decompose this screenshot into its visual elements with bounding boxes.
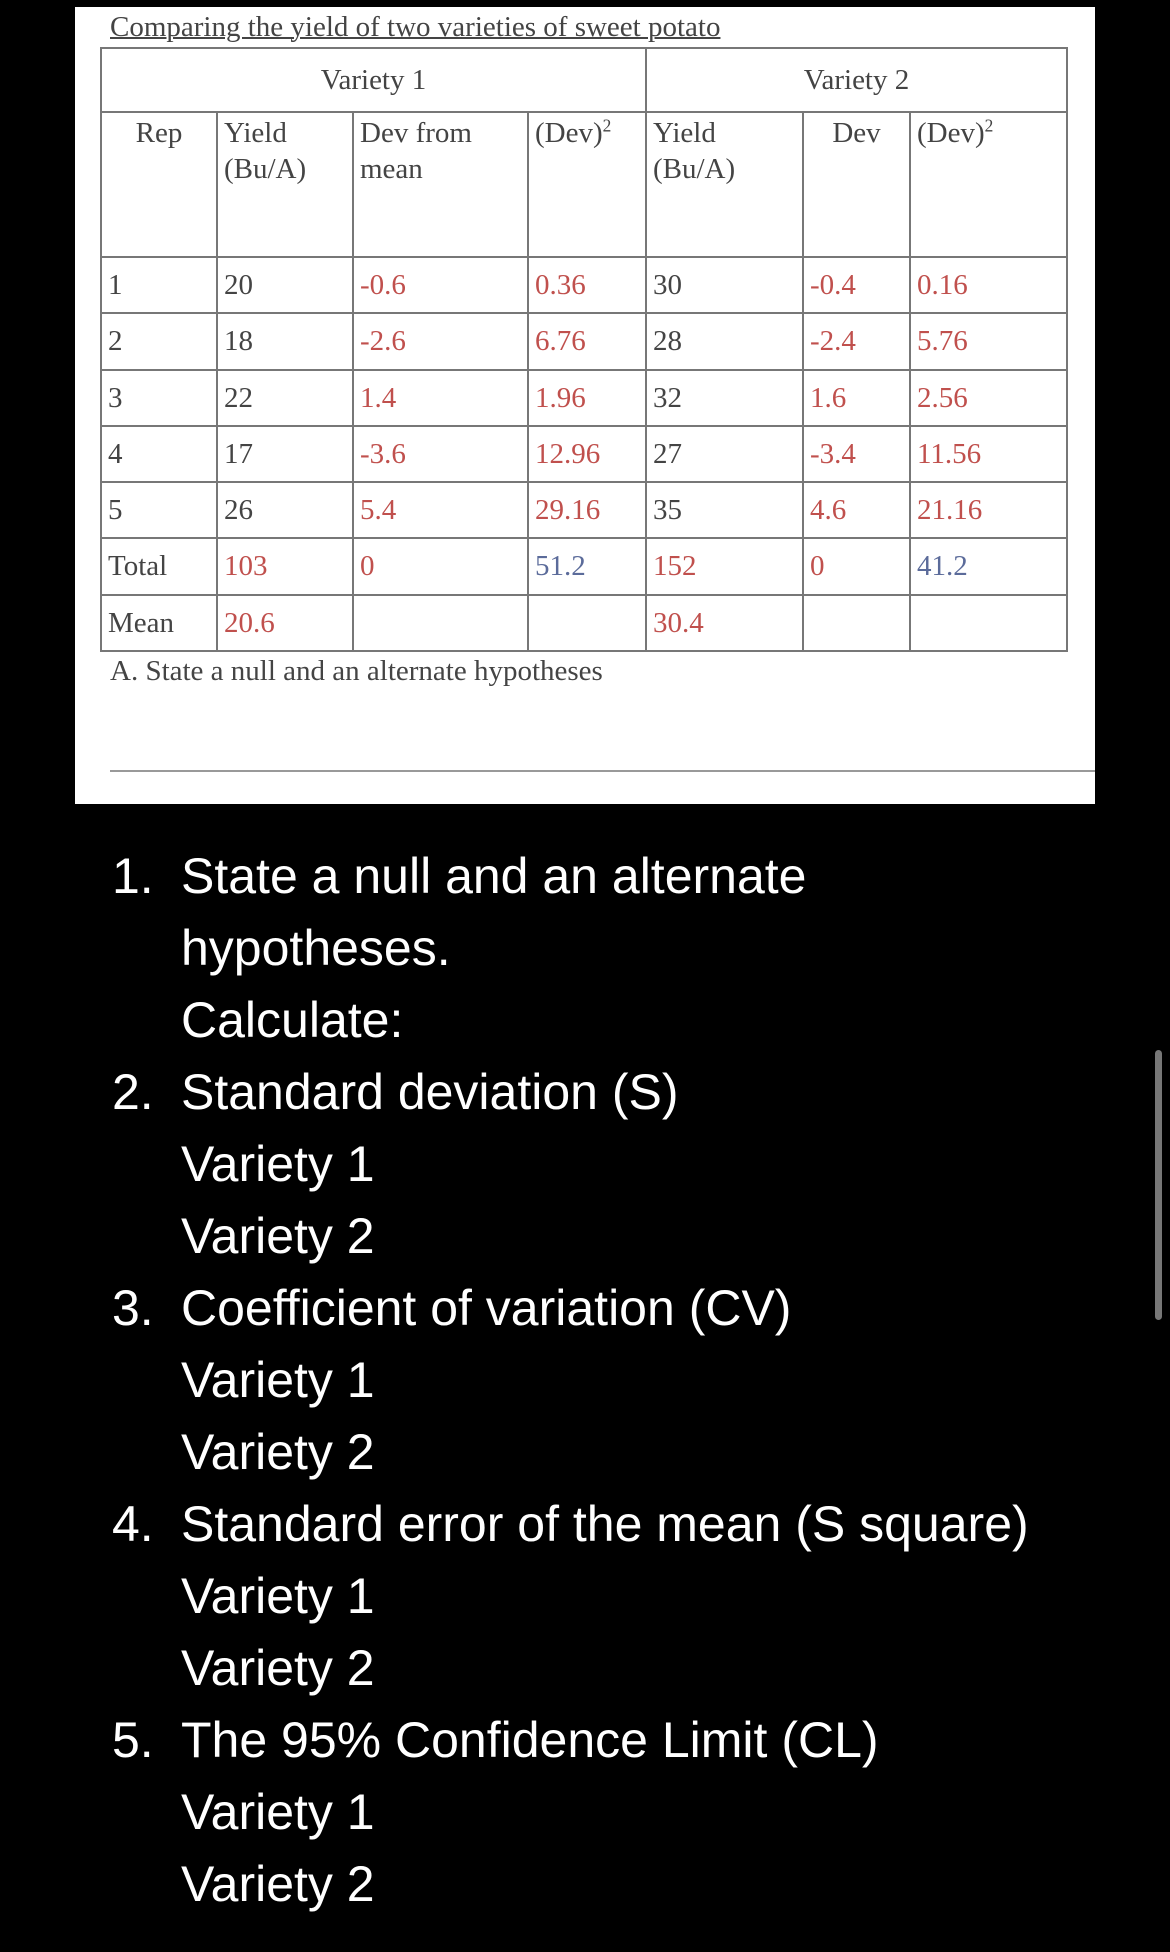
mean-empty-cell [528, 595, 646, 651]
cell-v2-dev-squared: 2.56 [910, 370, 1067, 426]
question-item [0, 840, 1150, 912]
header-v1-dev-squared: (Dev)$^2$ [528, 112, 646, 257]
cell-v2-dev-squared: 0.16 [910, 257, 1067, 313]
question-subline [0, 1200, 1150, 1272]
question-text: Variety 2 [181, 1424, 375, 1480]
table-row-total [101, 538, 1067, 594]
question-number: 1. [112, 848, 154, 904]
question-text: Coefficient of variation (CV) [181, 1280, 792, 1336]
question-subline [0, 1776, 1150, 1848]
total-v2-dev: 0 [803, 538, 910, 594]
question-subline [0, 984, 1150, 1056]
document-note: A. State a null and an alternate hypotheses [110, 655, 603, 687]
question-item [0, 1488, 1150, 1560]
cell-v2-dev: -3.4 [803, 426, 910, 482]
question-text: Variety 2 [181, 1856, 375, 1912]
question-subline [0, 1560, 1150, 1632]
cell-v2-dev-squared: 21.16 [910, 482, 1067, 538]
question-subline [0, 1128, 1150, 1200]
cell-v2-yield: 30 [646, 257, 803, 313]
table-row [101, 370, 1067, 426]
question-subline [0, 912, 1150, 984]
table-header-row [101, 112, 1067, 257]
question-subline [0, 1632, 1150, 1704]
header-v2-dev: Dev [803, 112, 910, 257]
header-v2-yield: Yield (Bu/A) [646, 112, 803, 257]
question-text: Variety 1 [181, 1352, 375, 1408]
total-v1-dev-squared: 51.2 [528, 538, 646, 594]
mean-empty-cell [353, 595, 528, 651]
question-subline [0, 1416, 1150, 1488]
cell-v2-dev-squared: 11.56 [910, 426, 1067, 482]
question-number: 2. [112, 1064, 154, 1120]
cell-rep: 1 [101, 257, 217, 313]
cell-rep: 2 [101, 313, 217, 369]
cell-v1-dev-squared: 29.16 [528, 482, 646, 538]
cell-rep: 4 [101, 426, 217, 482]
cell-v1-dev: -0.6 [353, 257, 528, 313]
cell-v1-dev: 5.4 [353, 482, 528, 538]
mean-empty-cell [803, 595, 910, 651]
question-text: Variety 2 [181, 1640, 375, 1696]
cell-v2-yield: 27 [646, 426, 803, 482]
cell-v2-dev: -0.4 [803, 257, 910, 313]
table-row [101, 426, 1067, 482]
cell-v1-dev-squared: 1.96 [528, 370, 646, 426]
cell-v2-yield: 35 [646, 482, 803, 538]
table-row-mean [101, 595, 1067, 651]
cell-v2-dev-squared: 5.76 [910, 313, 1067, 369]
variety-1-header: Variety 1 [101, 48, 646, 112]
variety-2-header: Variety 2 [646, 48, 1067, 112]
total-v1-dev: 0 [353, 538, 528, 594]
cell-v1-yield: 18 [217, 313, 353, 369]
question-text: hypotheses. [181, 920, 451, 976]
cell-rep: 3 [101, 370, 217, 426]
question-subline [0, 1848, 1150, 1920]
cell-v1-dev: 1.4 [353, 370, 528, 426]
question-item [0, 1272, 1150, 1344]
header-v2-dev-squared: (Dev)$^2$ [910, 112, 1067, 257]
cell-v2-yield: 32 [646, 370, 803, 426]
cell-v1-yield: 22 [217, 370, 353, 426]
cell-v1-dev-squared: 12.96 [528, 426, 646, 482]
question-text: Calculate: [181, 992, 404, 1048]
question-item [0, 1704, 1150, 1776]
total-v2-dev-squared: 41.2 [910, 538, 1067, 594]
cell-v1-dev: -2.6 [353, 313, 528, 369]
total-v2-yield: 152 [646, 538, 803, 594]
table-title: Comparing the yield of two varieties of sweet potato [110, 11, 721, 43]
table-row [101, 313, 1067, 369]
question-text: State a null and an alternate [181, 848, 807, 904]
header-v1-yield: Yield (Bu/A) [217, 112, 353, 257]
table-row [101, 257, 1067, 313]
cell-v1-dev-squared: 6.76 [528, 313, 646, 369]
question-text: The 95% Confidence Limit (CL) [181, 1712, 879, 1768]
question-number: 4. [112, 1496, 154, 1552]
yield-table [100, 47, 1068, 652]
question-text: Standard error of the mean (S square) [181, 1496, 1029, 1552]
cell-v2-dev: -2.4 [803, 313, 910, 369]
mean-v2-yield: 30.4 [646, 595, 803, 651]
cell-v1-dev-squared: 0.36 [528, 257, 646, 313]
question-text: Variety 1 [181, 1568, 375, 1624]
document-image [75, 7, 1095, 804]
cell-v2-yield: 28 [646, 313, 803, 369]
header-v1-dev: Dev from mean [353, 112, 528, 257]
question-list [0, 840, 1150, 1920]
mean-empty-cell [910, 595, 1067, 651]
mean-label: Mean [101, 595, 217, 651]
scrollbar[interactable] [1155, 1050, 1162, 1320]
question-text: Variety 2 [181, 1208, 375, 1264]
cell-v1-dev: -3.6 [353, 426, 528, 482]
question-text: Variety 1 [181, 1784, 375, 1840]
question-item [0, 1056, 1150, 1128]
total-label: Total [101, 538, 217, 594]
cell-v1-yield: 20 [217, 257, 353, 313]
cell-rep: 5 [101, 482, 217, 538]
cell-v2-dev: 4.6 [803, 482, 910, 538]
question-text: Standard deviation (S) [181, 1064, 679, 1120]
mean-v1-yield: 20.6 [217, 595, 353, 651]
total-v1-yield: 103 [217, 538, 353, 594]
divider [110, 770, 1095, 772]
table-row [101, 482, 1067, 538]
question-text: Variety 1 [181, 1136, 375, 1192]
cell-v1-yield: 17 [217, 426, 353, 482]
cell-v2-dev: 1.6 [803, 370, 910, 426]
question-number: 3. [112, 1280, 154, 1336]
question-number: 5. [112, 1712, 154, 1768]
header-rep: Rep [101, 112, 217, 257]
question-subline [0, 1344, 1150, 1416]
cell-v1-yield: 26 [217, 482, 353, 538]
table-group-header-row [101, 48, 1067, 112]
